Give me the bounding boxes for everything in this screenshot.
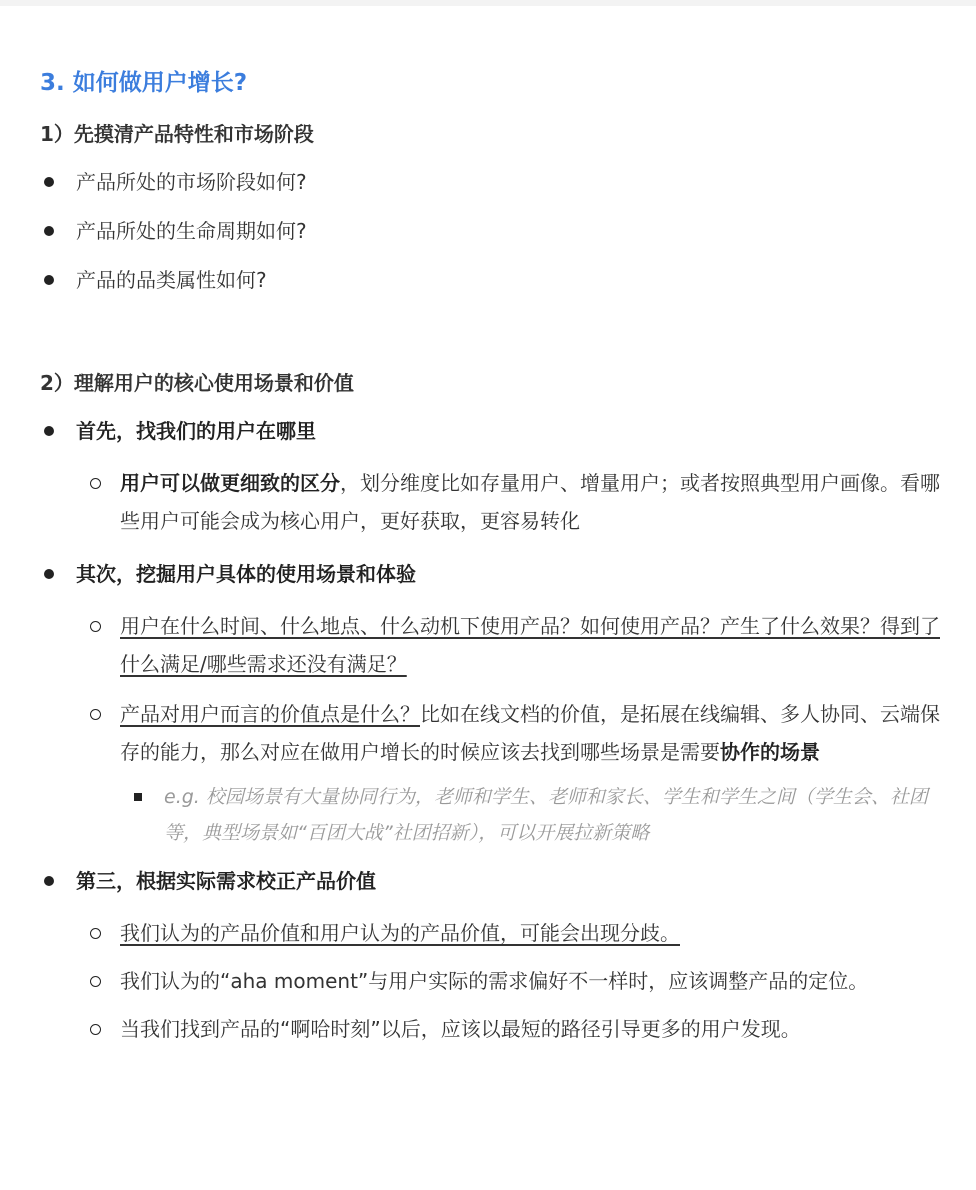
core-scenario-list: [40, 415, 940, 1048]
sub-list-item: 我们认为的“aha moment”与用户实际的需求偏好不一样时，应该调整产品的定位。: [40, 962, 940, 1000]
document-body: [40, 66, 940, 1064]
bullet-circle-icon: [90, 976, 101, 987]
bullet-dot-icon: [44, 426, 54, 436]
bullet-circle-icon: [90, 1024, 101, 1035]
bullet-dot-icon: [44, 177, 54, 187]
example-item: e.g. 校园场景有大量协同行为，老师和学生、老师和家长、学生和学生之间（学生会、社团等，典型场景如“百团大战”社团招新），可以开展拉新策略: [40, 779, 940, 851]
bullet-circle-icon: [90, 478, 101, 489]
subsection-title-1: 1）先摸清产品特性和市场阶段: [40, 122, 314, 146]
list-item-first: 首先，找我们的用户在哪里: [40, 415, 940, 447]
sub-list-item: 用户在什么时间、什么地点、什么动机下使用产品？如何使用产品？产生了什么效果？得到了什么满足/哪些需求还没有满足？: [40, 607, 940, 683]
bullet-circle-icon: [90, 928, 101, 939]
bullet-dot-icon: [44, 275, 54, 285]
section-heading: 3. 如何做用户增长?: [40, 70, 248, 96]
bullet-dot-icon: [44, 876, 54, 886]
sub-list-item: 当我们找到产品的“啊哈时刻”以后，应该以最短的路径引导更多的用户发现。: [40, 1010, 940, 1048]
bullet-circle-icon: [90, 621, 101, 632]
list-item: 产品的品类属性如何?: [40, 264, 940, 296]
bullet-dot-icon: [44, 226, 54, 236]
list-item: 产品所处的市场阶段如何?: [40, 166, 940, 198]
list-item: 产品所处的生命周期如何?: [40, 215, 940, 247]
subsection-title-2: 2）理解用户的核心使用场景和价值: [40, 371, 354, 395]
bullet-circle-icon: [90, 709, 101, 720]
top-divider: [0, 0, 976, 6]
market-stage-list: [40, 166, 940, 296]
bullet-square-icon: [134, 793, 142, 801]
sub-list-item: 产品对用户而言的价值点是什么？比如在线文档的价值，是拓展在线编辑、多人协同、云端保存的能力，那么对应在做用户增长的时候应该去找到哪些场景是需要协作的场景: [40, 695, 940, 771]
list-item-third: 第三，根据实际需求校正产品价值: [40, 865, 940, 897]
sub-list-item: 用户可以做更细致的区分，划分维度比如存量用户、增量用户；或者按照典型用户画像。看哪些用户可能会成为核心用户，更好获取，更容易转化: [40, 464, 940, 540]
list-item-second: 其次，挖掘用户具体的使用场景和体验: [40, 558, 940, 590]
bullet-dot-icon: [44, 569, 54, 579]
sub-list-item: 我们认为的产品价值和用户认为的产品价值，可能会出现分歧。: [40, 914, 940, 952]
